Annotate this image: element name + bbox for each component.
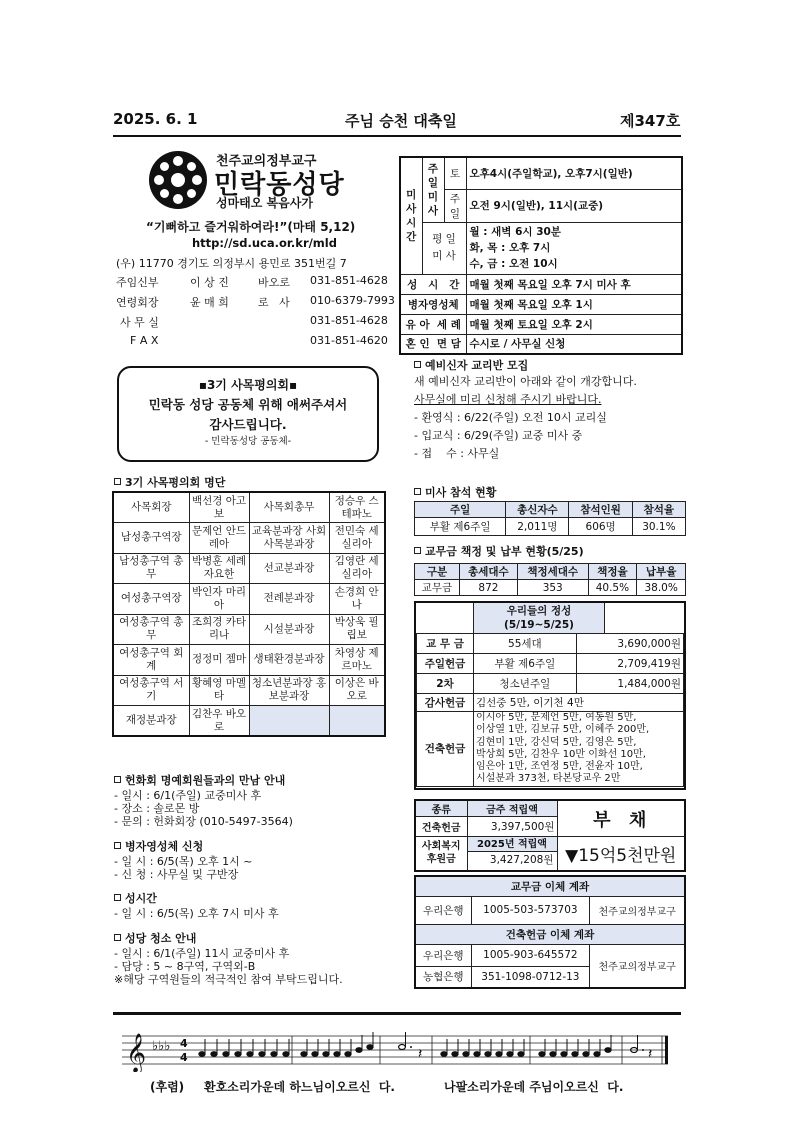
contact-phone: 010-6379-7993 — [310, 294, 395, 307]
council-role: 여성총구역장 — [113, 584, 189, 615]
weekday-line: 수, 금 : 오전 10시 — [469, 258, 558, 270]
council-role: 사목회장 — [113, 492, 189, 523]
checkbox-bullet-icon — [414, 361, 421, 368]
council-row — [113, 706, 385, 737]
council-row — [113, 553, 385, 584]
notice-line: - 담당 : 5 ~ 8구역, 구역외-B — [114, 959, 256, 973]
parish-url[interactable]: http://sd.uca.or.kr/mld — [192, 236, 337, 250]
notice-title — [114, 774, 293, 789]
council-role: 남성총구역 총무 — [113, 553, 189, 584]
contact-phone: 031-851-4628 — [310, 314, 388, 327]
refrain-lyrics-2: 나팔소리가운데 주님이오르신 다. — [444, 1080, 624, 1094]
dues-cell: 872 — [459, 580, 517, 596]
contact-title: 로 사 — [258, 296, 290, 309]
council-member: 황혜영 마멜타 — [189, 675, 249, 706]
motto: “기뻐하고 즐거워하여라!”(마태 5,12) — [146, 220, 356, 234]
council-row — [113, 523, 385, 554]
thanks-offering-text: 김선중 5만, 이기천 4만 — [474, 694, 684, 712]
thanks-box — [117, 366, 379, 462]
council-row — [113, 492, 385, 523]
account-number: 351-1098-0712-13 — [471, 966, 590, 988]
offering-desc: 청소년주일 — [474, 674, 577, 694]
account-owner: 천주교의정부교구 — [590, 896, 685, 924]
footer-divider — [113, 1012, 681, 1015]
contact-row — [116, 274, 396, 294]
council-member: 백선경 아고보 — [189, 492, 249, 523]
sick-communion-label: 병자영성체 — [400, 294, 466, 314]
offering-label: 2차 — [417, 674, 474, 694]
council-role: 전례분과장 — [249, 584, 329, 615]
offerings-period: (5/19~5/25) — [504, 619, 574, 631]
svg-text:𝄽: 𝄽 — [648, 1046, 653, 1062]
notice-title-text: 성시간 — [125, 892, 157, 905]
council-member: 정정미 젬마 — [189, 645, 249, 676]
accum-value: 3,427,208원 — [489, 854, 554, 867]
council-role: 남성총구역장 — [113, 523, 189, 554]
notice-block — [114, 840, 252, 881]
council-role — [249, 706, 329, 737]
account-bank: 농협은행 — [415, 966, 471, 988]
weekday-label-1: 평 일 — [432, 233, 456, 245]
account-bank: 우리은행 — [415, 896, 471, 924]
attendance-cell: 부활 제6주일 — [415, 518, 506, 536]
notice-line: - 장소 : 솔로몬 방 — [114, 801, 200, 815]
offerings-title — [473, 603, 605, 633]
debt-title: 부 채 — [557, 800, 685, 837]
attendance-cell: 606명 — [569, 518, 632, 536]
dues-header: 납부율 — [637, 564, 686, 580]
checkbox-bullet-icon — [414, 547, 421, 554]
checkbox-bullet-icon — [114, 894, 121, 901]
attendance-cell: 30.1% — [632, 518, 685, 536]
dues-table — [414, 563, 686, 596]
attendance-title — [414, 484, 496, 500]
dues-title-text: 교무금 책정 및 납부 현황(5/25) — [425, 545, 584, 558]
contact-title: 바오로 — [258, 276, 290, 289]
offering-amount: 2,709,419원 — [576, 654, 683, 674]
header-divider — [113, 135, 681, 137]
account-number: 1005-903-645572 — [471, 944, 590, 966]
svg-text:𝄽: 𝄽 — [418, 1046, 423, 1062]
holy-hour-label: 성 시 간 — [400, 274, 466, 294]
notice-line: - 일 시 : 6/5(목) 오후 1시 ~ — [114, 854, 253, 868]
parish-name: 민락동성당 — [214, 170, 345, 200]
building-fund-line: 박상희 5만, 김찬우 10만 이화선 10만, — [476, 748, 646, 760]
catechumen-line: - 입교식 : 6/29(주일) 교중 미사 중 — [414, 429, 583, 442]
infant-baptism-label: 유 아 세 례 — [400, 314, 466, 334]
weekday-line: 화, 목 : 오후 7시 — [469, 242, 551, 254]
music-staff — [122, 1028, 670, 1072]
debt-value: ▼15억5천만원 — [557, 837, 685, 871]
refrain-lyrics-1: 환호소리가운데 하느님이오르신 다. — [204, 1080, 395, 1094]
account-bank: 우리은행 — [415, 944, 471, 966]
attendance-header: 주일 — [415, 502, 506, 518]
issue-date: 2025. 6. 1 — [113, 110, 198, 128]
svg-text:𝄞: 𝄞 — [126, 1033, 147, 1072]
thanks-signature: - 민락동성당 공동체- — [204, 436, 292, 447]
building-fund-line: 임은아 1만, 조연정 5만, 전윤자 10만, — [476, 761, 643, 773]
notice-title-text: 병자영성체 신청 — [125, 840, 204, 853]
accumulation-table — [414, 799, 686, 872]
feast-title: 주님 승천 대축일 — [345, 112, 457, 130]
council-role: 재정분과장 — [113, 706, 189, 737]
contact-name: 이 상 진 — [190, 276, 229, 289]
attendance-title-text: 미사 참석 현황 — [425, 486, 497, 499]
council-member: 전민숙 세실리아 — [329, 523, 385, 554]
thanks-line: ▪3기 사목평의회▪ — [198, 378, 298, 392]
sunday-mass-label: 주일미사 — [422, 157, 444, 222]
notice-line: - 문의 : 헌화회장 (010-5497-3564) — [114, 814, 293, 828]
attendance-header: 참석인원 — [569, 502, 632, 518]
dues-cell: 교무금 — [415, 580, 460, 596]
sick-communion-text: 매월 첫째 목요일 오후 1시 — [466, 294, 682, 314]
notice-title — [114, 892, 279, 907]
marriage-interview-text: 수시로 / 사무실 신청 — [466, 334, 682, 354]
notice-line: - 일시 : 6/1(주일) 11시 교중미사 후 — [114, 946, 290, 960]
issue-number: 제347호 — [620, 112, 681, 130]
catechumen-line: - 환영식 : 6/22(주일) 오전 10시 교리실 — [414, 411, 607, 424]
notice-block — [114, 932, 343, 986]
checkbox-bullet-icon — [114, 776, 121, 783]
weekday-line: 월 : 새벽 6시 30분 — [469, 226, 561, 238]
council-role: 사목회총무 — [249, 492, 329, 523]
offering-label: 주일헌금 — [417, 654, 474, 674]
notice-block — [114, 892, 279, 920]
thanks-line: 민락동 성당 공동체 위해 애써주셔서 — [148, 397, 348, 412]
dues-cell: 353 — [517, 580, 588, 596]
catechumen-line: 새 예비신자 교리반이 아래와 같이 개강합니다. — [414, 375, 637, 388]
notice-line: ※해당 구역원들의 적극적인 참여 부탁드립니다. — [114, 972, 343, 986]
offering-label: 교 무 금 — [417, 634, 474, 654]
checkbox-bullet-icon — [114, 934, 121, 941]
dues-cell: 38.0% — [637, 580, 686, 596]
contact-phone: 031-851-4628 — [310, 274, 388, 287]
notice-title-text: 헌화회 명예회원들과의 만남 안내 — [125, 774, 286, 787]
council-member: 이상은 바오로 — [329, 675, 385, 706]
catechumen-body — [414, 373, 637, 463]
parish-logo-icon — [148, 150, 208, 210]
council-member: 박병훈 세례자요한 — [189, 553, 249, 584]
council-role: 선교분과장 — [249, 553, 329, 584]
contact-row — [116, 314, 396, 334]
council-member: 문제언 안드레아 — [189, 523, 249, 554]
council-role: 여성총구역 총무 — [113, 614, 189, 645]
notice-title — [114, 840, 252, 855]
offerings-table — [416, 633, 684, 787]
notice-title — [114, 932, 343, 947]
offering-desc: 부활 제6주일 — [474, 654, 577, 674]
council-role: 청소년분과장 홍보분과장 — [249, 675, 329, 706]
notice-line: - 신 청 : 사무실 및 구반장 — [114, 867, 239, 881]
dues-title — [414, 543, 584, 559]
council-role: 시설분과장 — [249, 614, 329, 645]
catechumen-line: - 접 수 : 사무실 — [414, 447, 500, 460]
building-fund-line: 김현미 1만, 강신덕 5만, 김영은 5만, — [476, 736, 637, 748]
accum-header: 종류 — [415, 800, 467, 817]
building-fund-line: 이시아 5만, 문제언 5만, 여동원 5만, — [476, 712, 637, 723]
council-role: 생태환경분과장 — [249, 645, 329, 676]
svg-text:4: 4 — [180, 1051, 188, 1064]
dues-header: 책정세대수 — [517, 564, 588, 580]
account-number: 1005-503-573703 — [471, 896, 590, 924]
notice-line: - 일시 : 6/1(주일) 교중미사 후 — [114, 788, 262, 802]
offering-desc: 55세대 — [474, 634, 577, 654]
mass-schedule-table — [399, 156, 683, 355]
saturday-label: 토 — [444, 157, 466, 189]
council-member: 김찬우 바오로 — [189, 706, 249, 737]
marriage-interview-label: 혼 인 면 담 — [400, 334, 466, 354]
building-fund-line: 이상열 1만, 김보규 5만, 이혜주 200만, — [476, 724, 650, 736]
offerings-title-text: 우리들의 정성 — [506, 605, 572, 617]
council-title — [114, 474, 225, 490]
council-member: 조희경 카타리나 — [189, 614, 249, 645]
infant-baptism-text: 매월 첫째 토요일 오후 2시 — [466, 314, 682, 334]
weekday-times — [466, 222, 682, 274]
saturday-times: 오후4시(주일학교), 오후7시(일반) — [466, 157, 682, 189]
checkbox-bullet-icon — [414, 488, 421, 495]
council-title-text: 3기 사목평의회 명단 — [125, 476, 226, 489]
council-member: 김영란 세실리아 — [329, 553, 385, 584]
notice-title-text: 성당 청소 안내 — [125, 932, 197, 945]
catechumen-title-text: 예비신자 교리반 모집 — [425, 359, 529, 372]
council-member: 차영상 제르마노 — [329, 645, 385, 676]
council-role: 여성총구역 회계 — [113, 645, 189, 676]
council-row — [113, 675, 385, 706]
dues-account-title: 교무금 이체 계좌 — [415, 876, 685, 896]
contact-phone: 031-851-4620 — [310, 334, 388, 347]
building-account-title: 건축헌금 이체 계좌 — [415, 924, 685, 944]
contact-list — [116, 274, 396, 354]
contact-row — [116, 334, 396, 354]
council-row — [113, 584, 385, 615]
weekday-mass-label — [422, 222, 466, 274]
attendance-header: 총신자수 — [506, 502, 569, 518]
council-table — [112, 491, 386, 737]
offering-amount: 1,484,000원 — [576, 674, 683, 694]
notice-line: - 일 시 : 6/5(목) 오후 7시 미사 후 — [114, 906, 279, 920]
notice-block — [114, 774, 293, 828]
checkbox-bullet-icon — [114, 478, 121, 485]
council-member: 손경희 안나 — [329, 584, 385, 615]
catechumen-title — [414, 357, 528, 373]
dues-cell: 40.5% — [588, 580, 637, 596]
checkbox-bullet-icon — [114, 842, 121, 849]
accum-cell — [467, 837, 557, 871]
thanks-line: 감사드립니다. — [209, 417, 287, 432]
accum-label: 건축헌금 — [415, 817, 467, 837]
council-member: 박상욱 필립보 — [329, 614, 385, 645]
sunday-label: 주일 — [444, 189, 466, 222]
accum-header: 금주 적립액 — [467, 800, 557, 817]
catechumen-line: 사무실에 미리 신청해 주시기 바랍니다. — [414, 393, 602, 406]
council-role: 여성총구역 서기 — [113, 675, 189, 706]
accounts-table — [414, 875, 686, 989]
parish-patron: 성마태오 복음사가 — [216, 196, 313, 210]
dues-header: 구분 — [415, 564, 460, 580]
contact-name: 윤 매 희 — [190, 296, 229, 309]
svg-text:♭♭♭: ♭♭♭ — [152, 1039, 171, 1054]
attendance-header: 참석율 — [632, 502, 685, 518]
council-role: 교육분과장 사회사목분과장 — [249, 523, 329, 554]
dues-header: 총세대수 — [459, 564, 517, 580]
building-fund-line: 시설분과 373천, 타본당교우 2만 — [476, 773, 621, 785]
svg-text:4: 4 — [180, 1037, 188, 1050]
offering-amount: 3,690,000원 — [576, 634, 683, 654]
diocese-name: 천주교의정부교구 — [216, 154, 317, 169]
contact-role: F A X — [130, 334, 159, 347]
holy-hour-text: 매월 첫째 목요일 오후 7시 미사 후 — [466, 274, 682, 294]
attendance-cell: 2,011명 — [506, 518, 569, 536]
thanks-offering-label: 감사헌금 — [417, 694, 474, 712]
accum-label: 사회복지 후원금 — [415, 837, 467, 871]
building-fund-list — [474, 712, 684, 787]
accum-value: 3,397,500원 — [467, 817, 557, 837]
contact-role: 연령회장 — [116, 296, 159, 309]
contact-row — [116, 294, 396, 314]
parish-address: (우) 11770 경기도 의정부시 용민로 351번길 7 — [116, 257, 347, 270]
contact-role: 사 무 실 — [120, 316, 159, 329]
contact-role: 주임신부 — [116, 276, 159, 289]
council-row — [113, 614, 385, 645]
attendance-table — [414, 501, 686, 536]
account-owner: 천주교의정부교구 — [590, 944, 685, 988]
refrain-label: (후렴) — [150, 1080, 185, 1094]
building-fund-label: 건축헌금 — [417, 712, 474, 787]
council-member: 박인자 마리아 — [189, 584, 249, 615]
accum-subheader: 2025년 적립액 — [468, 837, 557, 852]
dues-header: 책정율 — [588, 564, 637, 580]
council-member: 정승우 스테파노 — [329, 492, 385, 523]
mass-times-label: 미사시간 — [400, 157, 422, 274]
weekday-label-2: 미 사 — [432, 250, 456, 262]
council-row — [113, 645, 385, 676]
sunday-times: 오전 9시(일반), 11시(교중) — [466, 189, 682, 222]
council-member — [329, 706, 385, 737]
